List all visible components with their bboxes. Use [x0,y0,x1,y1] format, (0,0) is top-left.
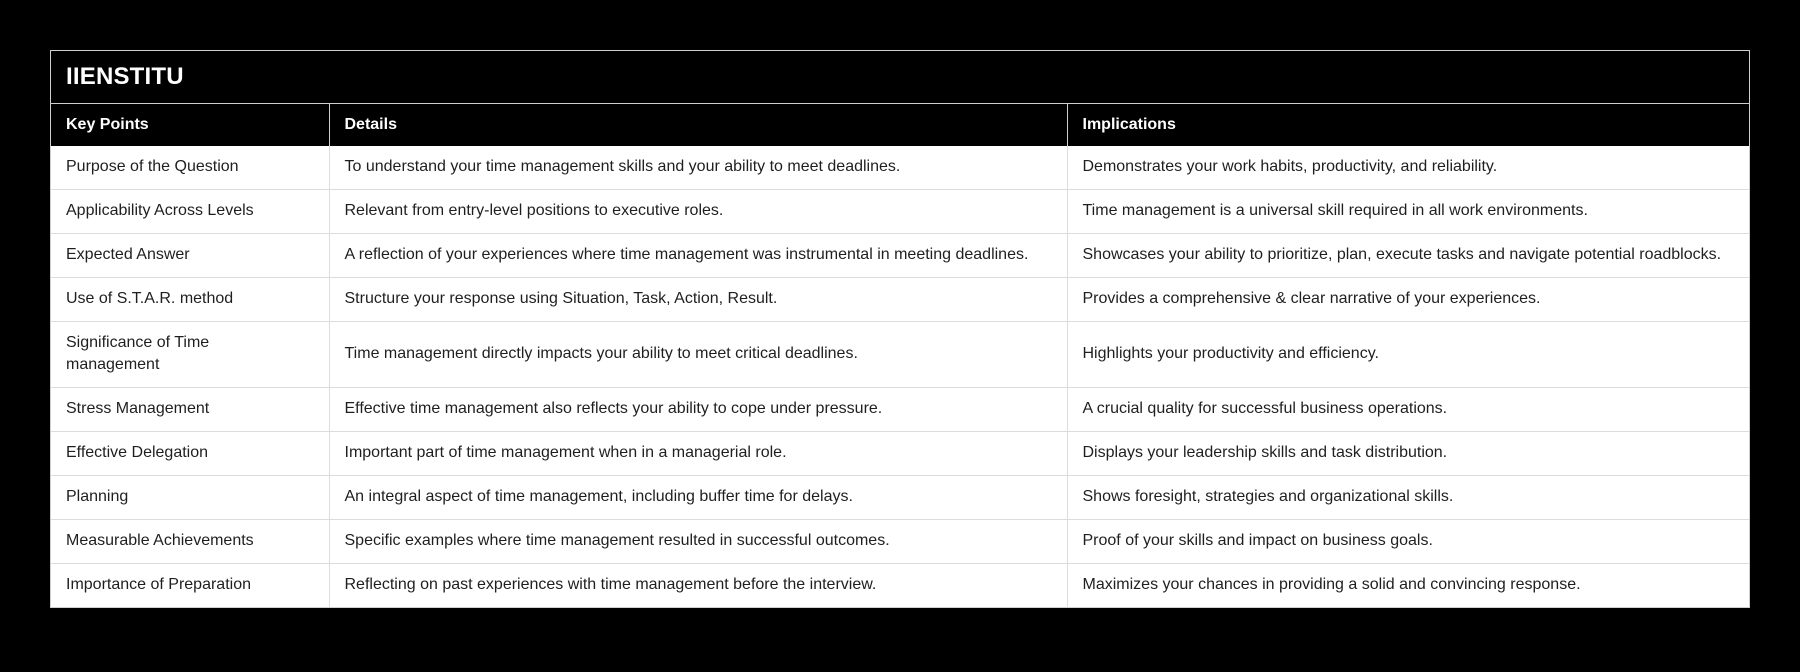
cell-details: Reflecting on past experiences with time management before the interview. [329,564,1067,608]
column-header-details: Details [329,104,1067,146]
cell-key-point: Use of S.T.A.R. method [51,278,329,322]
table-title: IIENSTITU [51,51,1749,104]
cell-key-point: Applicability Across Levels [51,190,329,234]
table-row [51,476,1749,520]
table-row [51,278,1749,322]
table-row [51,388,1749,432]
cell-implications: Showcases your ability to prioritize, plan, execute tasks and navigate potential roadblocks. [1067,234,1749,278]
table-row [51,564,1749,608]
cell-implications: Provides a comprehensive & clear narrative of your experiences. [1067,278,1749,322]
cell-implications: Maximizes your chances in providing a solid and convincing response. [1067,564,1749,608]
cell-key-point: Planning [51,476,329,520]
table-row [51,322,1749,388]
data-table [51,104,1749,607]
cell-key-point: Effective Delegation [51,432,329,476]
column-header-key-points: Key Points [51,104,329,146]
cell-details: To understand your time management skills and your ability to meet deadlines. [329,146,1067,190]
cell-details: Important part of time management when in a managerial role. [329,432,1067,476]
cell-implications: Time management is a universal skill required in all work environments. [1067,190,1749,234]
cell-key-point: Measurable Achievements [51,520,329,564]
cell-details: Effective time management also reflects your ability to cope under pressure. [329,388,1067,432]
cell-key-point: Stress Management [51,388,329,432]
cell-key-point: Significance of Time management [51,322,329,388]
cell-implications: Demonstrates your work habits, productivity, and reliability. [1067,146,1749,190]
table-row [51,190,1749,234]
cell-implications: Proof of your skills and impact on business goals. [1067,520,1749,564]
cell-details: Relevant from entry-level positions to executive roles. [329,190,1067,234]
cell-key-point: Expected Answer [51,234,329,278]
cell-details: Time management directly impacts your ability to meet critical deadlines. [329,322,1067,388]
cell-implications: Displays your leadership skills and task distribution. [1067,432,1749,476]
cell-implications: Shows foresight, strategies and organizational skills. [1067,476,1749,520]
cell-details: An integral aspect of time management, including buffer time for delays. [329,476,1067,520]
cell-key-point: Purpose of the Question [51,146,329,190]
info-table [50,50,1750,608]
column-header-implications: Implications [1067,104,1749,146]
cell-implications: A crucial quality for successful business operations. [1067,388,1749,432]
table-row [51,432,1749,476]
table-row [51,146,1749,190]
cell-details: Structure your response using Situation, Task, Action, Result. [329,278,1067,322]
table-row [51,520,1749,564]
table-row [51,234,1749,278]
cell-details: A reflection of your experiences where time management was instrumental in meeting deadlines. [329,234,1067,278]
cell-implications: Highlights your productivity and efficiency. [1067,322,1749,388]
header-row [51,104,1749,146]
cell-key-point: Importance of Preparation [51,564,329,608]
cell-details: Specific examples where time management resulted in successful outcomes. [329,520,1067,564]
